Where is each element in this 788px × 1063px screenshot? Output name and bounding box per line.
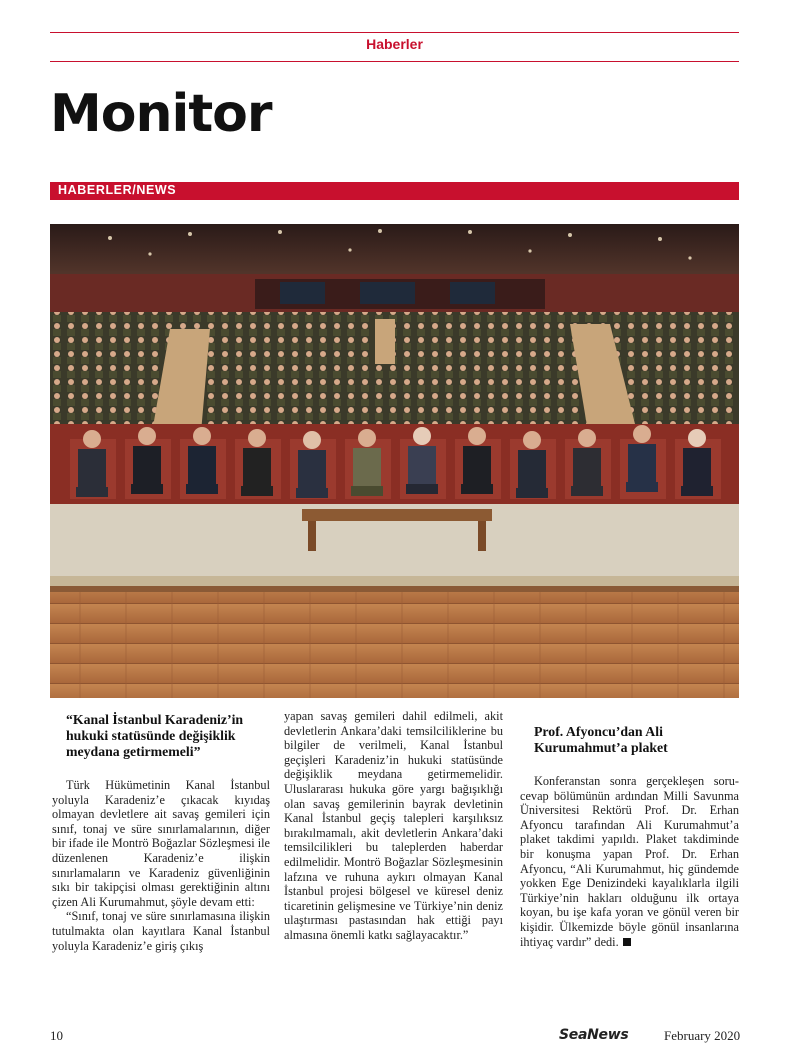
article-headline: “Kanal İstanbul Karadeniz’in hukuki statüsünde değişiklik meydana getirmemeli” xyxy=(66,712,244,759)
issue-date: February 2020 xyxy=(664,1028,741,1043)
page-title: Monitor xyxy=(50,84,272,144)
magazine-logo: SeaNews xyxy=(559,1027,629,1043)
article-paragraph: Konferanstan sonra gerçekleşen soru-cevap bölümünün ardından Milli Savunma Üniversitesi Rektörü Prof. Dr. Erhan Afyoncu tarafından Ali Kurumahmut’a plaket takdimi yapıldı. Plaket takdiminde bir konuşma yapan Prof. Dr. Erhan Afyoncu, “Ali Kurumahmut, hiç gündemde yokken Ege Denizindeki kayalıklarla ilgili Türkiye’nin hakları olduğunu ilk ortaya koyan, bu işe kafa yoran ve gönül veren bir kişidir. Ülkemizde böyle gönül insanlarına ihtiyaç vardır” dedi. xyxy=(520,774,739,949)
conference-photo xyxy=(50,224,739,698)
category-label: HABERLER/NEWS xyxy=(58,183,177,197)
category-bar xyxy=(50,182,739,200)
page-number: 10 xyxy=(50,1028,63,1043)
section-heading: Haberler xyxy=(366,36,423,52)
article-paragraph: Türk Hükümetinin Kanal İstanbul yoluyla Karadeniz’e çıkacak kıyıdaş olmayan devletlere ait savaş gemileri için sınıf, tonaj ve süre sınırlamalarının, diğer bir ifade ile Montrö Boğazlar Sözleşmesi ile düzenlenen Karadeniz’e ilişkin sınırlamaların ve Karadeniz güvenliğinin sıkı bir takipçisi olması gerektiğinin altını çizen Ali Kurumahmut, şöyle devam etti: xyxy=(52,778,270,909)
article-paragraph: “Sınıf, tonaj ve süre sınırlamasına ilişkin tutulmakta olan kayıtlara Kanal İstanbul yoluyla Karadeniz’e giriş çıkış xyxy=(52,909,270,953)
article-column-1 xyxy=(52,712,270,953)
black-square-icon xyxy=(623,938,631,946)
section-rule xyxy=(50,61,739,62)
article-column-2 xyxy=(284,709,503,943)
article-subheadline: Prof. Afyoncu’dan Ali Kurumahmut’a plaket xyxy=(534,724,668,755)
article-column-3 xyxy=(520,712,739,949)
auditorium-illustration xyxy=(50,224,739,698)
article-paragraph: yapan savaş gemileri dahil edilmeli, akit devletlerin Ankara’daki temsilciliklerine bu bilgiler de verilmeli, Kanal İstanbul geçişleri Karadeniz’in hukuki statüsünde değişiklik meydana getirmemelidir. Uluslararası hukuka göre yargı bağışıklığı olan savaş gemilerinin bayrak devletinin Kanal İstanbul geçiş talepleri karşılıksız bırakılmamalı, akit devletlerin Ankara’daki temsilcilikleri bu taleplerden haberdar edilmelidir. Montrö Boğazlar Sözleşmesinin lafzına ve ruhuna aykırı olmayan Kanal İstanbul projesi bölgesel ve küresel deniz ticaretinin gelişmesine ve Türkiye’nin deniz ulaştırması pastasından hak ettiği payı almasına önemli katkı sağlayacaktır.” xyxy=(284,709,503,942)
top-rule xyxy=(50,32,739,33)
article-paragraph-wrapper xyxy=(520,774,739,949)
